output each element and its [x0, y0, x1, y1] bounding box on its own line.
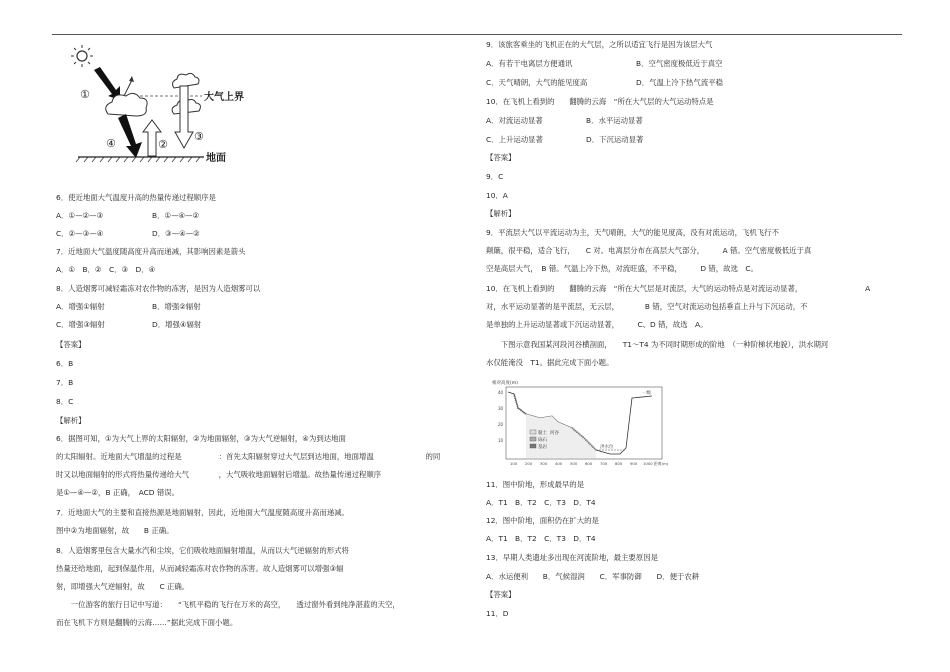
text-line: 颠簸，很平稳，适合飞行， C 对。电离层分布在高层大气部分， A 错。空气密度极低近于真 [486, 246, 812, 255]
sun-icon [71, 45, 93, 67]
text-line: 10．在飞机上看到的 翻腾的云海 “所在大气层的大气运动特点是 [486, 97, 714, 106]
legend-item: 黏土 [538, 431, 547, 436]
text-line: 10．在飞机上看到的 翻腾的云海 “所在大气层是对流层，大气的运动特点是对流运动显著， A [486, 284, 871, 293]
text-line: 7．近地面大气的主要和直接热源是地面辐射，因此，近地面大气温度随高度升高而递减。 [56, 508, 349, 517]
fig2-xtick: 800 [615, 461, 623, 466]
fig2-ytick: 20 [498, 422, 504, 427]
atmosphere-heat-diagram [70, 42, 260, 167]
valley-label: 河谷 [550, 431, 559, 436]
num-3: ③ [194, 130, 204, 143]
num-4: ④ [106, 137, 116, 150]
fig2-xtick: 400 [555, 461, 563, 466]
text-line: A．①—②—③ [56, 211, 104, 220]
text-line: 7．近地面大气温度随高度升高而递减，其影响因素是箭头 [56, 247, 246, 256]
num-1: ① [80, 88, 90, 101]
fig2-xtick: 200 [525, 461, 533, 466]
river-valley-cross-section [492, 378, 672, 473]
text-line: C．增强③辐射 [56, 320, 105, 329]
text-line-option: B．水平运动显著 [586, 116, 643, 125]
text-line: A．对流运动显著 [486, 116, 543, 125]
arrow-4-solar-ground [118, 114, 142, 158]
text-line-option: D．气温上冷下热气流平稳 [636, 78, 723, 87]
text-line-option: D．增强④辐射 [152, 320, 202, 329]
text-line: 一位游客的旅行日记中写道： “飞机平稳的飞行在万米的高空， 透过窗外看到纯净湛蓝的天空， [56, 600, 400, 609]
text-line: 是单独的上升运动显著或下沉运动显著， C、D 错，故选 A。 [486, 320, 708, 329]
text-line: 对，水平运动显著的是平流层，无云层， B 错，空气对流运动包括垂直上升与下沉运动，不 [486, 302, 808, 311]
fig2-ytick: 40 [498, 390, 504, 395]
header-rule [52, 34, 902, 35]
text-line: 水仅能淹没 T1。据此完成下面小题。 [486, 358, 614, 367]
text-line: 11．图中阶地，形成最早的是 [486, 480, 585, 489]
text-line: 【答案】 [486, 590, 516, 599]
text-line-option: D．③—④—② [152, 229, 200, 238]
text-line: C．天气晴朗，大气的能见度高 [486, 78, 588, 87]
text-line: 射，即增强大气逆辐射，故 C 正确。 [56, 582, 190, 591]
text-line-option: B．空气密度极低近于真空 [636, 59, 723, 68]
text-line: 7．B [56, 378, 74, 387]
text-line: 8．C [56, 397, 74, 406]
text-line: A．T1 B．T2 C．T3 D．T4 [486, 534, 596, 543]
text-line: 9．平流层大气以平流运动为主，天气晴朗，大气的能见度高，没有对流运动，飞机飞行不 [486, 228, 779, 237]
text-line: 热量还给地面，起到保温作用，从而减轻霜冻对农作物的冻害。故人造烟雾可以增强③辐 [56, 564, 344, 573]
arrow-1-solar [94, 67, 120, 100]
legend-item: 砾石 [538, 438, 547, 443]
fig2-xtick: 600 [585, 461, 593, 466]
text-line: A．① B．② C．③ D．④ [56, 265, 156, 274]
text-line: 8．人造烟雾可减轻霜冻对农作物的冻害，是因为人造烟雾可以 [56, 284, 261, 293]
text-line: A．T1 B．T2 C．T3 D．T4 [486, 498, 596, 507]
text-line: 9．该旅客乘坐的飞机正在的大气层，之所以适宜飞行是因为该层大气 [486, 40, 713, 49]
fig2-xtick: 300 [540, 461, 548, 466]
text-line: 10．A [486, 191, 508, 200]
text-line: A．水运便利 B．气候湿润 C．军事防御 D．便于农耕 [486, 572, 700, 581]
text-line: 【解析】 [56, 416, 86, 425]
text-line: 时又以地面辐射的形式将热量传递给大气 ，大气吸收地面辐射后增温。故热量传递过程顺序 [56, 470, 382, 479]
text-line-option: D．下沉运动显著 [586, 135, 644, 144]
text-line: 6．据图可知，①为大气上界的太阳辐射，②为地面辐射，③为大气逆辐射，④为到达地面 [56, 434, 346, 443]
text-line: 11．D [486, 609, 509, 618]
text-line: 6．使近地面大气温度升高的热量传递过程顺序是 [56, 193, 216, 202]
fig2-xtick: 1000 [643, 461, 653, 466]
text-line: C．②—③—④ [56, 229, 104, 238]
fig2-xtick: 900 [630, 461, 638, 466]
num-2: ② [158, 138, 168, 151]
text-line: 而在飞机下方则是翻腾的云海……”据此完成下面小题。 [56, 618, 238, 627]
text-line-option: B．增强②辐射 [152, 302, 201, 311]
fig2-xtick: 700 [600, 461, 608, 466]
t2-label: 一级 [642, 391, 651, 396]
text-line: 是①—④—②，B 正确， ACD 错误。 [56, 488, 180, 497]
text-line-option: B．①—④—② [152, 211, 200, 220]
text-line: 6．B [56, 359, 74, 368]
fig2-xtick: 100 [510, 461, 518, 466]
text-line: 【答案】 [56, 340, 86, 349]
fig2-xtick: 500 [570, 461, 578, 466]
arrow-3-counter-radiation [175, 86, 193, 148]
text-line: 的太阳辐射。近地面大气增温的过程是 ：首先太阳辐射穿过大气层到达地面，地面增温 的同 [56, 452, 441, 461]
text-line: 下图示意我国某河段河谷横剖面， T1～T4 为不同时期形成的阶地 （一种阶梯状地貌），洪水期河 [486, 340, 829, 349]
text-line: 13．早期人类遗址多出现在河流阶地，最主要原因是 [486, 553, 659, 562]
fig2-ytick: 30 [498, 406, 504, 411]
fig2-ytick: 10 [498, 438, 504, 443]
text-line: 9．C [486, 172, 504, 181]
text-line: 【解析】 [486, 209, 516, 218]
text-line: A．增强①辐射 [56, 302, 105, 311]
text-line: C．上升运动显著 [486, 135, 543, 144]
text-line: 图中②为地面辐射，故 B 正确。 [56, 526, 174, 535]
atmosphere-top-label: 大气上界 [204, 92, 244, 103]
text-line: 8．人造烟雾里包含大量水汽和尘埃，它们吸收地面辐射增温，从而以大气逆辐射的形式将 [56, 546, 349, 555]
text-line: A．有若干电离层方便通讯 [486, 59, 573, 68]
floodplain-label: 洪水位 [600, 445, 614, 450]
text-line: 12．图中阶地，面积仍在扩大的是 [486, 516, 599, 525]
fig2-xlabel: 距离(m) [654, 461, 669, 466]
text-line: 空是高层大气， B 错。气温上冷下热，对流旺盛，不平稳， D 错，故选 C。 [486, 264, 758, 273]
text-line: 【答案】 [486, 153, 516, 162]
legend-item: 基岩 [538, 445, 547, 450]
fig2-ylabel: 相对高度(m) [492, 381, 518, 386]
ground-label: 地面 [206, 153, 226, 164]
